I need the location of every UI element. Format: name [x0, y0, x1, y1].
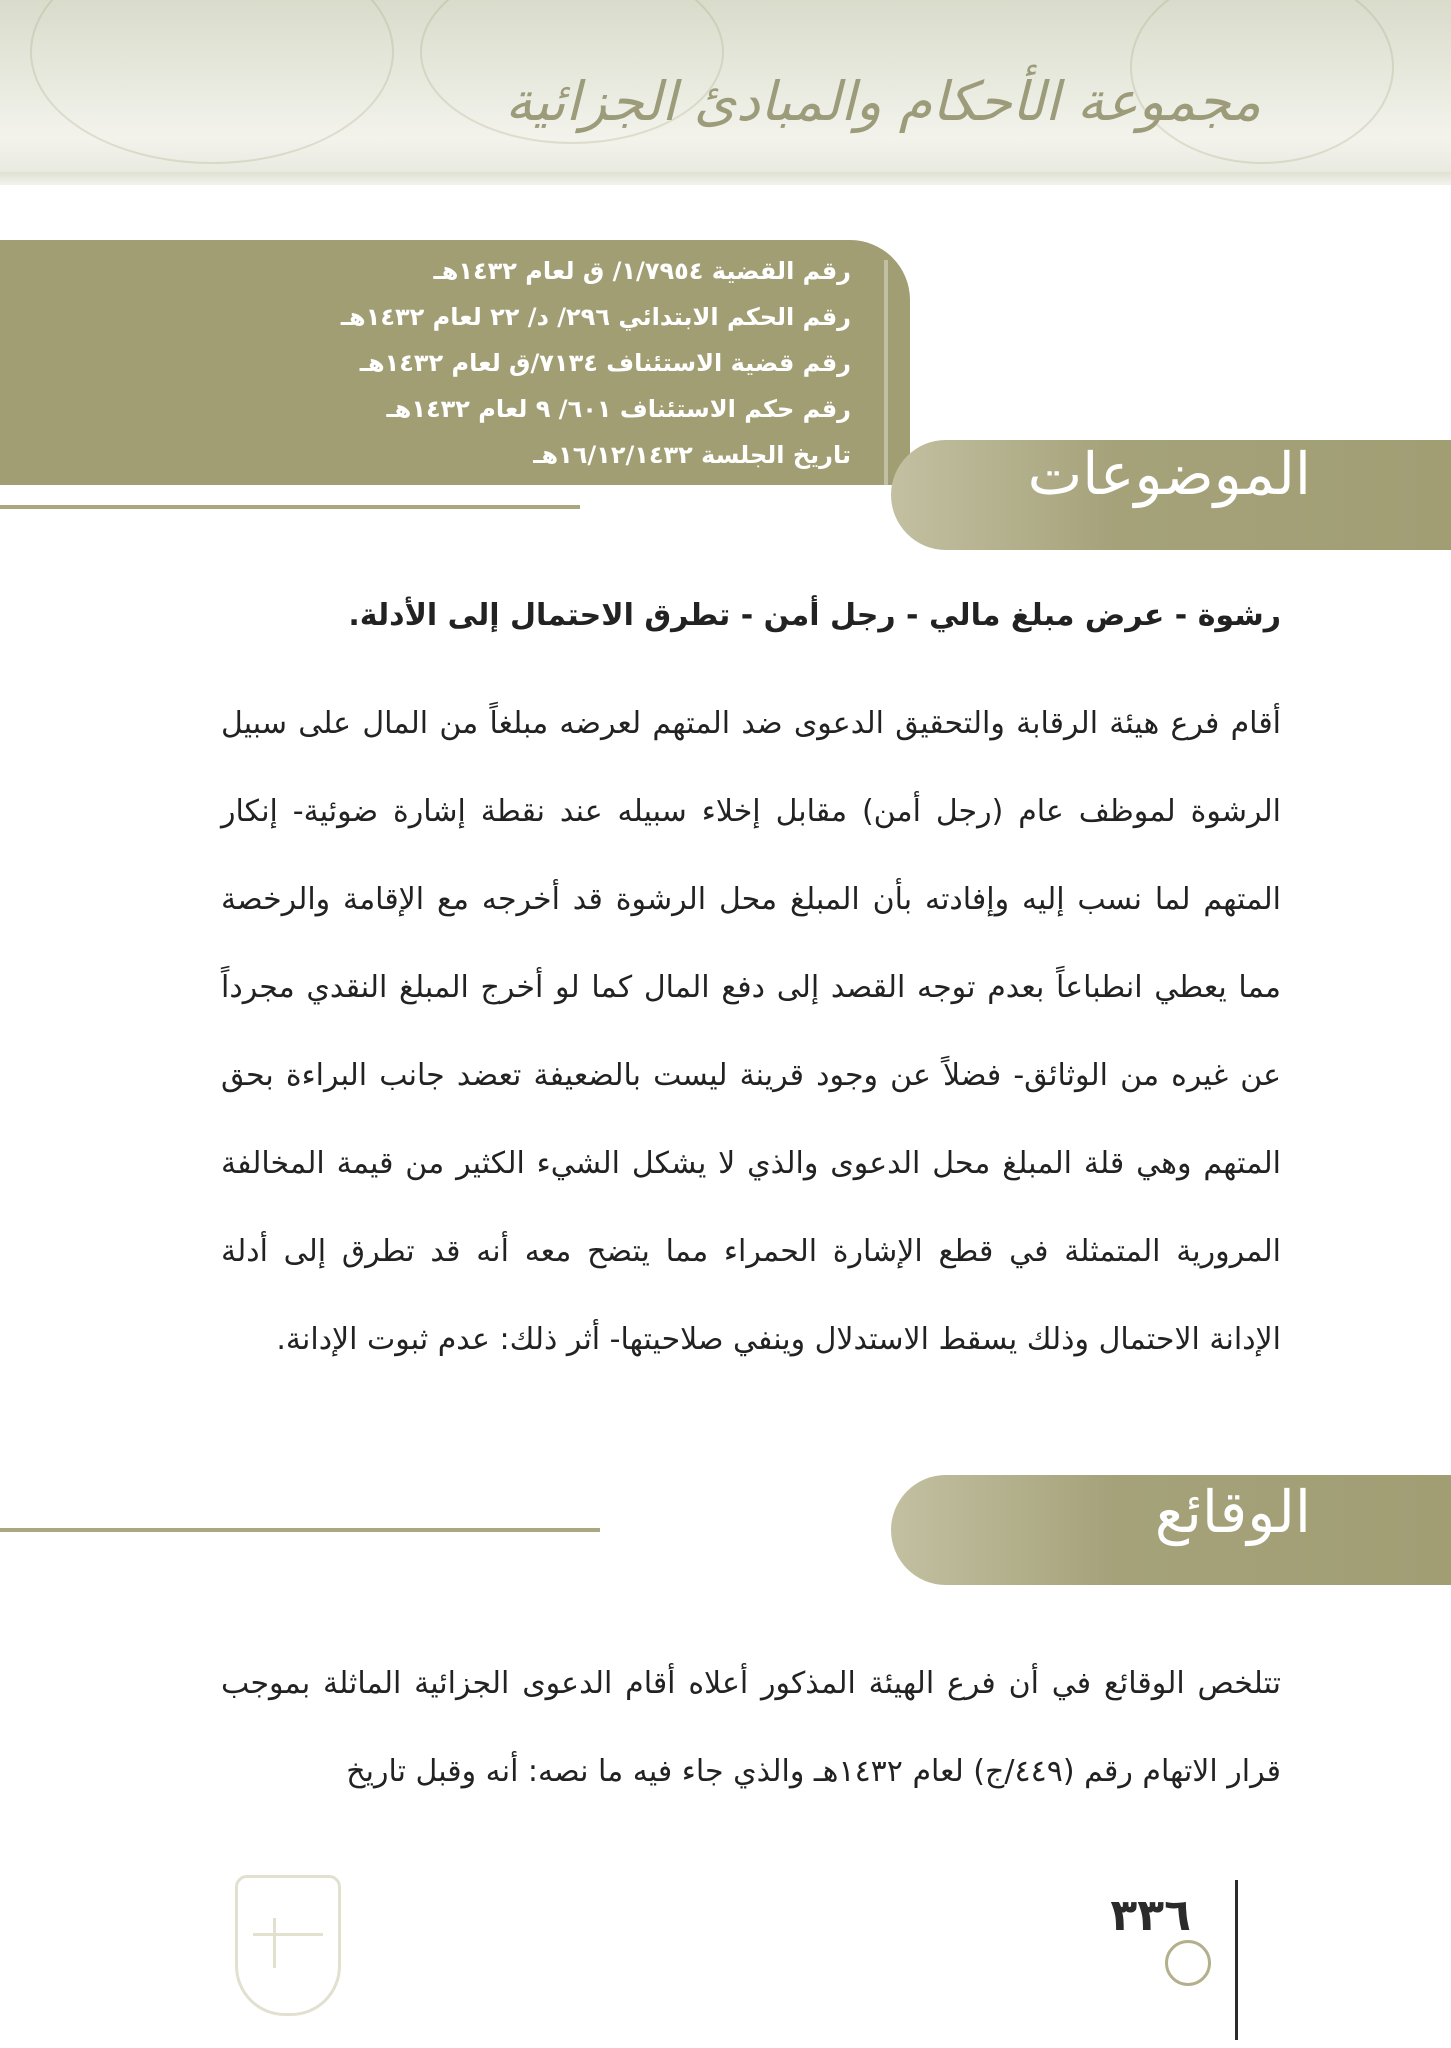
appeal-judgment-number: رقم حكم الاستئناف ٦٠١/ ٩ لعام ١٤٣٢هـ	[386, 395, 851, 423]
facts-paragraph	[221, 1640, 1281, 1816]
case-number: رقم القضية ١/٧٩٥٤/ ق لعام ١٤٣٢هـ	[433, 257, 851, 285]
session-date: تاريخ الجلسة ١٦/١٢/١٤٣٢هـ	[533, 441, 851, 469]
facts-paragraph-text: تتلخص الوقائع في أن فرع الهيئة المذكور أعلاه أقام الدعوى الجزائية الماثلة بموجب قرار الاتهام رقم (٤٤٩/ج) لعام ١٤٣٢هـ والذي جاء فيه ما نصه: أنه وقبل تاريخ	[221, 1666, 1281, 1789]
emblem-watermark	[235, 1875, 341, 2016]
header-ornament	[30, 0, 394, 164]
page-number: ٣٣٦	[1110, 1890, 1191, 1941]
book-title: مجموعة الأحكام والمبادئ الجزائية	[505, 70, 1261, 133]
divider-line	[0, 1528, 600, 1532]
topics-section-title: الموضوعات	[1027, 440, 1311, 508]
divider-line	[0, 505, 580, 509]
topics-paragraph-text: أقام فرع هيئة الرقابة والتحقيق الدعوى ضد المتهم لعرضه مبلغاً من المال على سبيل الرشوة لموظف عام (رجل أمن) مقابل إخلاء سبيله عند نقطة إشارة ضوئية- إنكار المتهم لما نسب إليه وإفادته بأن المبلغ محل الرشوة قد أخرجه مع الإقامة والرخصة مما يعطي انطباعاً بعدم توجه القصد إلى دفع المال كما لو أخرج المبلغ النقدي مجرداً عن غيره من الوثائق- فضلاً عن وجود قرينة ليست بالضعيفة تعضد جانب البراءة بحق المتهم وهي قلة المبلغ محل الدعوى والذي لا يشكل الشيء الكثير من قيمة المخالفة المرورية المتمثلة في قطع الإشارة الحمراء مما يتضح معه أنه قد تطرق إلى أدلة الإدانة الاحتمال وذلك يسقط الاستدلال وينفي صلاحيتها- أثر ذلك: عدم ثبوت الإدانة.	[221, 706, 1281, 1357]
header-band	[0, 172, 1451, 185]
topics-headline: رشوة - عرض مبلغ مالي - رجل أمن - تطرق الاحتمال إلى الأدلة.	[348, 598, 1281, 633]
topics-paragraph	[221, 680, 1281, 1384]
appeal-case-number: رقم قضية الاستئناف ٧١٣٤/ق لعام ١٤٣٢هـ	[359, 349, 851, 377]
case-info-list	[251, 248, 851, 478]
initial-judgment-number: رقم الحكم الابتدائي ٢٩٦/ د/ ٢٢ لعام ١٤٣٢هـ	[340, 303, 851, 331]
page-header	[0, 0, 1451, 185]
facts-section-title: الوقائع	[1154, 1478, 1311, 1546]
